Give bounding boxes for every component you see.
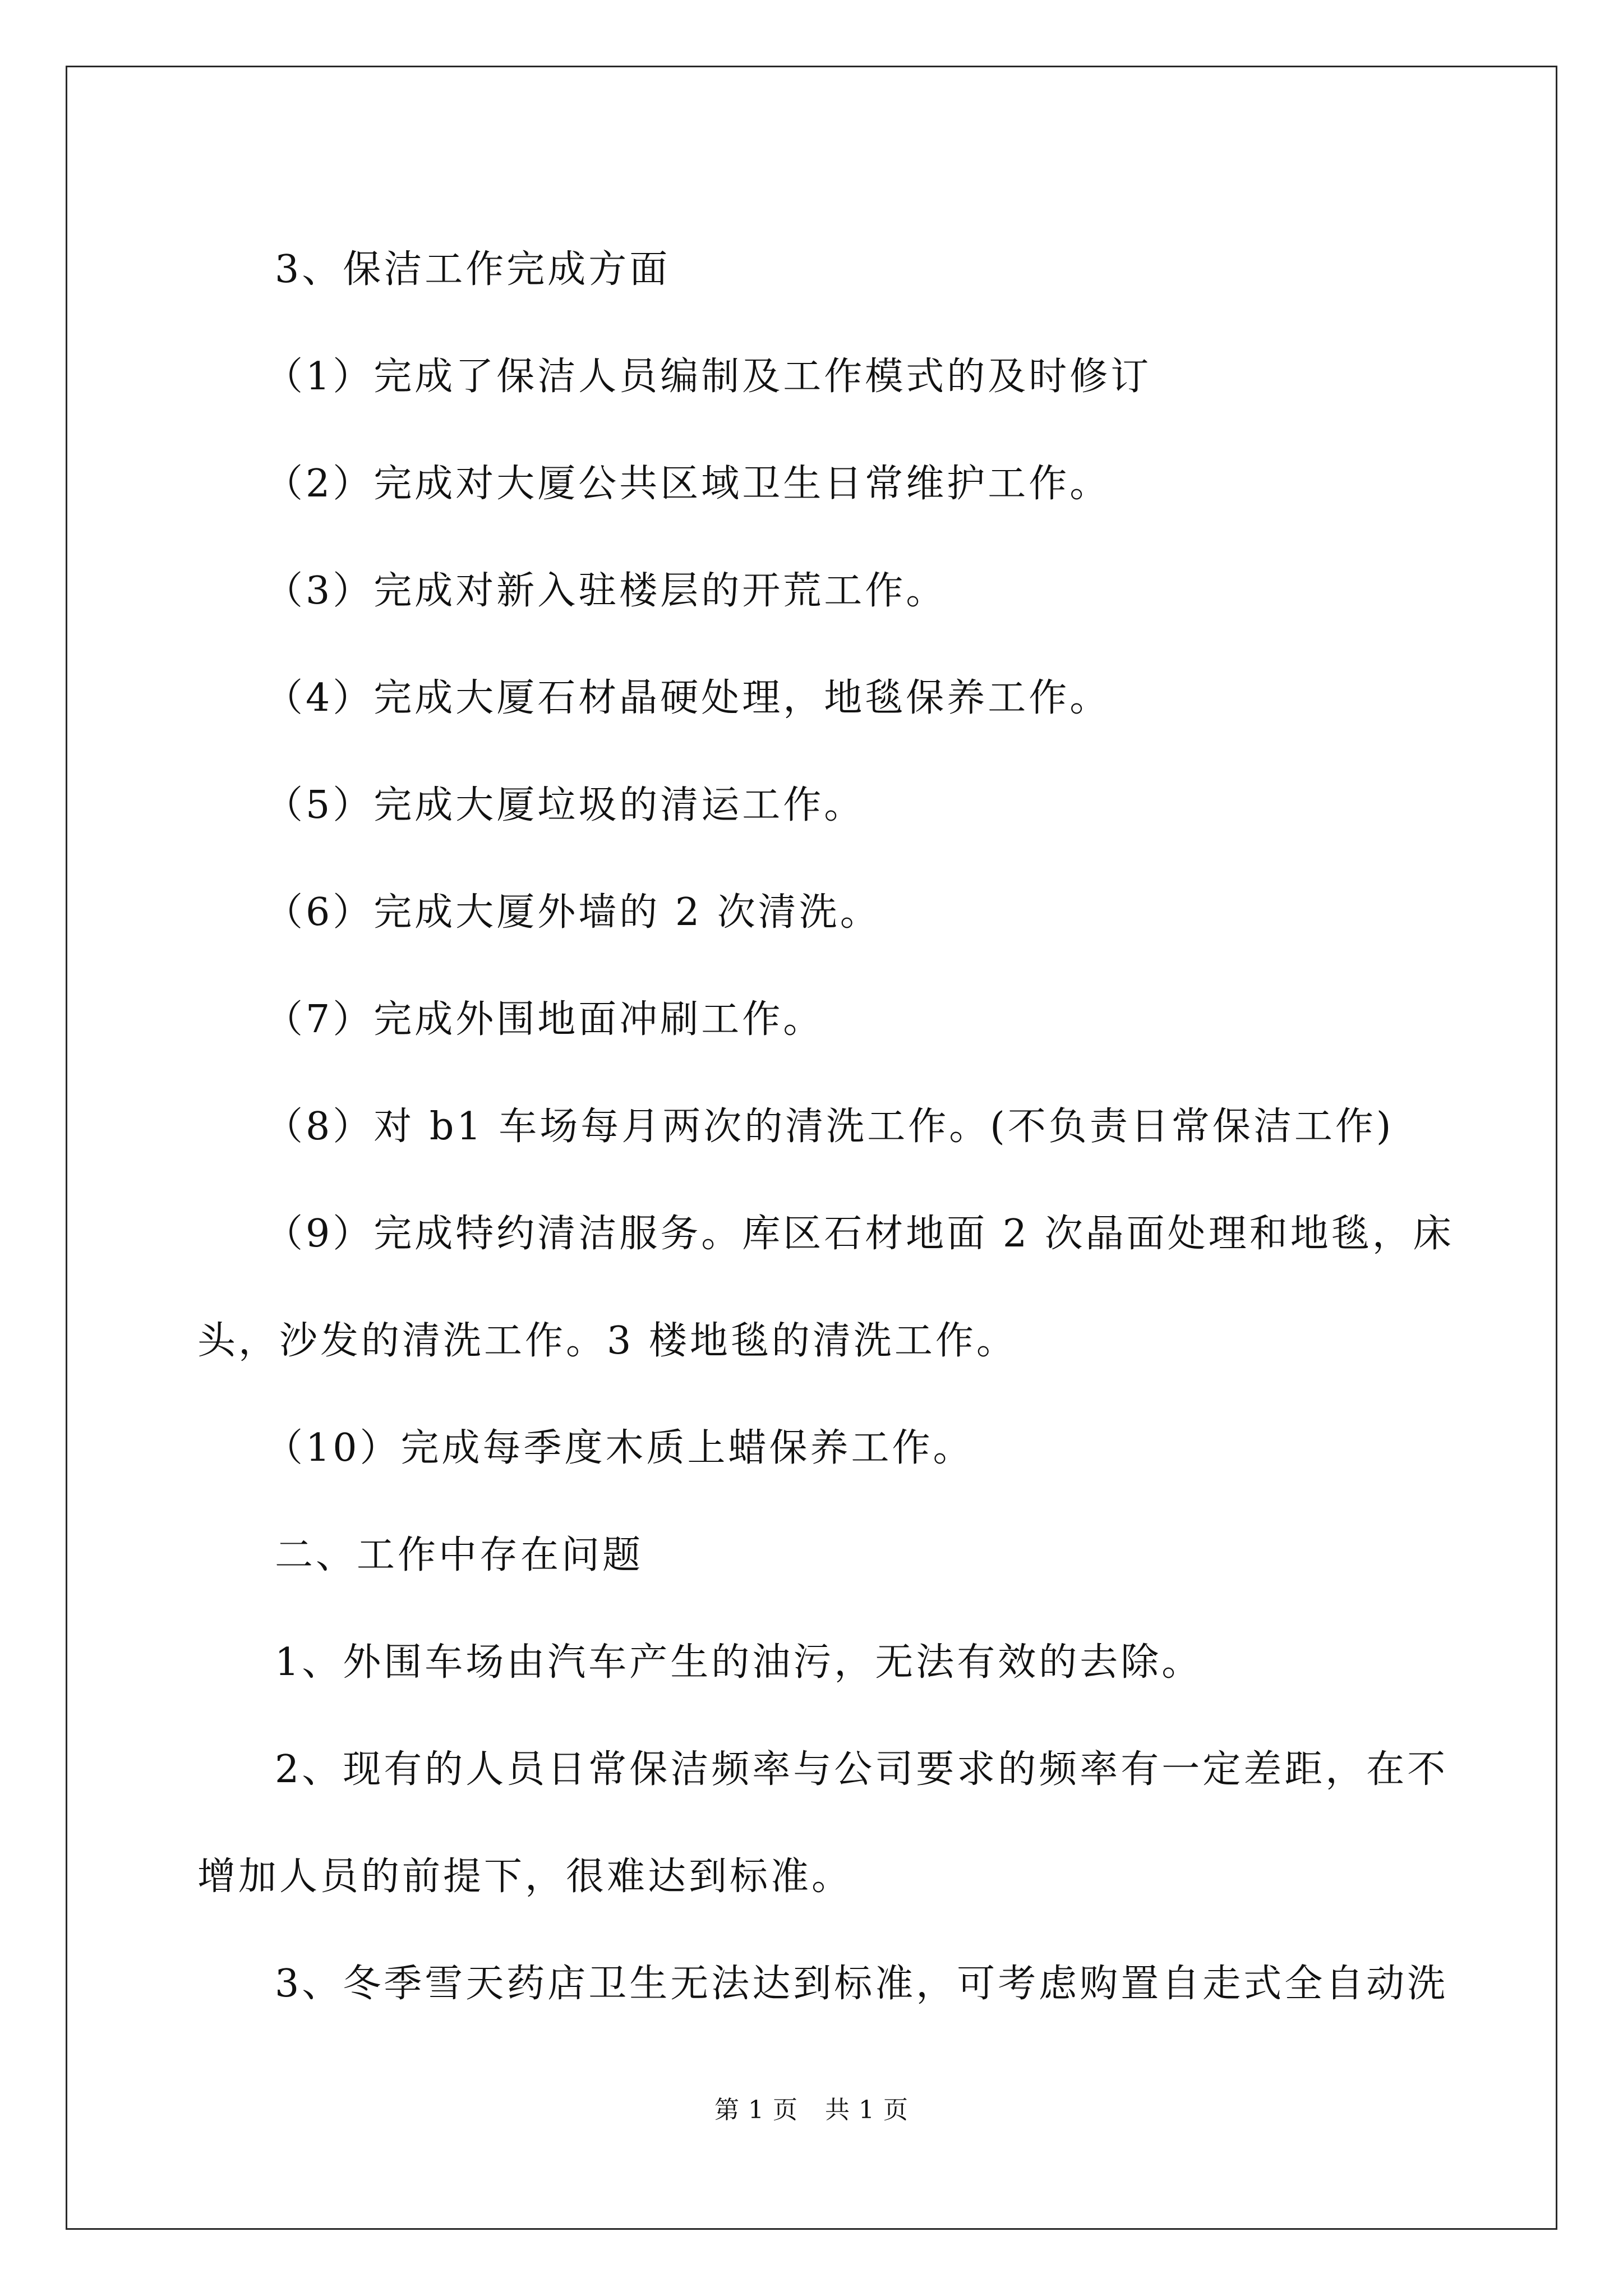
problem-item-2-continued: 增加人员的前提下，很难达到标准。 bbox=[197, 1855, 853, 1899]
list-item-2: （2）完成对大厦公共区域卫生日常维护工作。 bbox=[265, 462, 1111, 506]
problem-item-2: 2、现有的人员日常保洁频率与公司要求的频率有一定差距，在不 bbox=[275, 1747, 1449, 1792]
list-item-4: （4）完成大厦石材晶硬处理，地毯保养工作。 bbox=[265, 676, 1111, 720]
list-item-9: （9）完成特约清洁服务。库区石材地面 2 次晶面处理和地毯，床 bbox=[265, 1212, 1454, 1256]
list-item-7: （7）完成外围地面冲刷工作。 bbox=[265, 997, 824, 1042]
page-footer bbox=[0, 2090, 1623, 2125]
list-item-6: （6）完成大厦外墙的 2 次清洗。 bbox=[265, 890, 881, 935]
section-heading-problems: 二、工作中存在问题 bbox=[275, 1533, 644, 1577]
list-item-3: （3）完成对新入驻楼层的开荒工作。 bbox=[265, 569, 947, 613]
list-item-8: （8）对 b1 车场每月两次的清洗工作。(不负责日常保洁工作) bbox=[265, 1105, 1394, 1149]
page-number-current: 第 1 页 bbox=[714, 2096, 798, 2124]
list-item-5: （5）完成大厦垃圾的清运工作。 bbox=[265, 783, 865, 827]
section-heading-cleaning: 3、保洁工作完成方面 bbox=[275, 247, 671, 292]
page-number-total: 共 1 页 bbox=[825, 2096, 909, 2124]
list-item-10: （10）完成每季度木质上蜡保养工作。 bbox=[265, 1426, 974, 1470]
document-body bbox=[197, 216, 1454, 2037]
problem-item-1: 1、外围车场由汽车产生的油污，无法有效的去除。 bbox=[275, 1640, 1203, 1685]
list-item-1: （1）完成了保洁人员编制及工作模式的及时修订 bbox=[265, 355, 1152, 399]
problem-item-3: 3、冬季雪天药店卫生无法达到标准，可考虑购置自走式全自动洗 bbox=[275, 1962, 1449, 2006]
list-item-9-continued: 头，沙发的清洗工作。3 楼地毯的清洗工作。 bbox=[197, 1319, 1017, 1363]
